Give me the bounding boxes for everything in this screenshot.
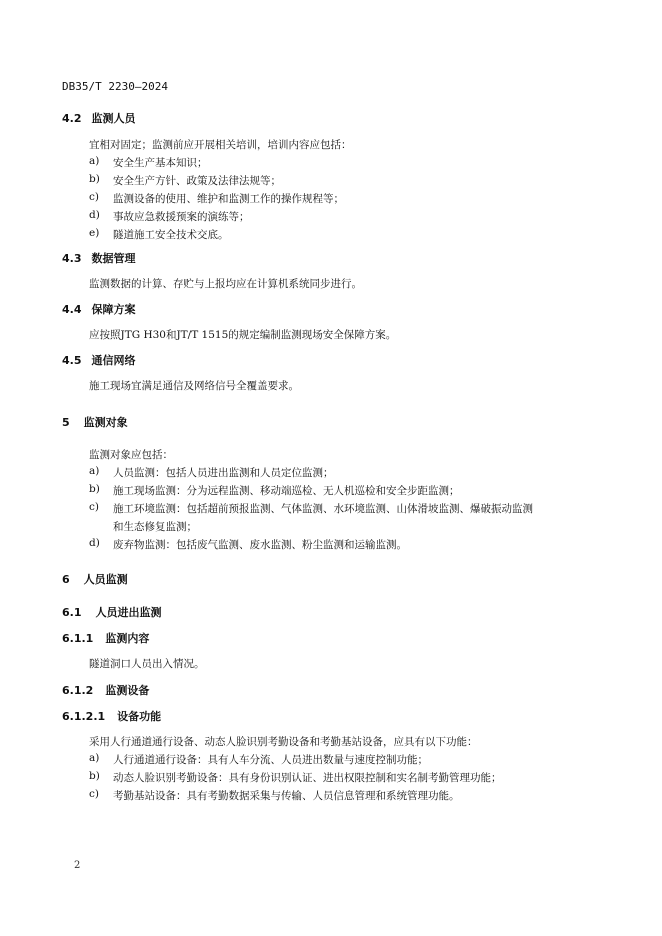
list-marker: a) — [89, 155, 100, 167]
section-heading — [62, 352, 136, 368]
paragraph: 采用人行通道通行设备、动态人脸识别考勤设备和考勤基站设备，应具有以下功能： — [89, 736, 478, 748]
list-text: 人行通道通行设备：具有人车分流、人员进出数量与速度控制功能； — [113, 754, 428, 766]
list-marker: a) — [89, 752, 100, 764]
list-text: 人员监测：包括人员进出监测和人员定位监测； — [113, 467, 334, 479]
section-title: 监测人员 — [91, 112, 136, 125]
chapter-heading — [62, 571, 128, 587]
chapter-title: 监测对象 — [83, 416, 128, 429]
subsection-title: 监测设备 — [105, 684, 150, 697]
section-title: 数据管理 — [91, 252, 136, 265]
list-text: 监测设备的使用、维护和监测工作的操作规程等； — [113, 193, 344, 205]
list-marker: c) — [89, 191, 99, 203]
list-text: 事故应急救援预案的演练等； — [113, 211, 250, 223]
list-marker: b) — [89, 770, 100, 782]
paragraph: 监测数据的计算、存贮与上报均应在计算机系统同步进行。 — [89, 278, 362, 290]
list-text: 安全生产基本知识； — [113, 157, 208, 169]
list-marker: e) — [89, 227, 100, 239]
list-text: 考勤基站设备：具有考勤数据采集与传输、人员信息管理和系统管理功能。 — [113, 790, 460, 802]
chapter-number: 5 — [62, 416, 70, 429]
list-text: 隧道施工安全技术交底。 — [113, 229, 229, 241]
subsubsection-title: 设备功能 — [117, 710, 162, 723]
list-marker: d) — [89, 209, 100, 221]
section-number: 4.3 — [62, 252, 82, 265]
list-marker: b) — [89, 173, 100, 185]
list-text: 废弃物监测：包括废气监测、废水监测、粉尘监测和运输监测。 — [113, 539, 407, 551]
subsection-number: 6.1.1 — [62, 632, 94, 645]
section-title: 保障方案 — [91, 303, 136, 316]
section-number: 4.2 — [62, 112, 82, 125]
paragraph: 隧道洞口人员出入情况。 — [89, 658, 205, 670]
paragraph: 施工现场宜满足通信及网络信号全覆盖要求。 — [89, 380, 299, 392]
document-id-header: DB35/T 2230—2024 — [62, 80, 168, 93]
subsubsection-heading — [62, 708, 161, 724]
list-marker: d) — [89, 537, 100, 549]
chapter-title: 人员监测 — [83, 573, 128, 586]
list-marker: c) — [89, 501, 99, 513]
section-title: 通信网络 — [91, 354, 136, 367]
page-number: 2 — [74, 860, 81, 871]
subsection-heading — [62, 630, 149, 646]
list-text: 施工现场监测：分为远程监测、移动端巡检、无人机巡检和安全步距监测； — [113, 485, 460, 497]
list-marker: a) — [89, 465, 100, 477]
section-heading — [62, 301, 136, 317]
chapter-number: 6 — [62, 573, 70, 586]
list-text: 施工环境监测：包括超前预报监测、气体监测、水环境监测、山体滑坡监测、爆破振动监测 — [113, 503, 533, 515]
list-text: 动态人脸识别考勤设备：具有身份识别认证、进出权限控制和实名制考勤管理功能； — [113, 772, 502, 784]
list-item-continuation: 和生态修复监测； — [113, 521, 197, 533]
section-number: 4.5 — [62, 354, 82, 367]
section-heading — [62, 250, 136, 266]
section-title: 人员进出监测 — [95, 606, 162, 619]
paragraph: 监测对象应包括： — [89, 449, 173, 461]
paragraph: 宜相对固定；监测前应开展相关培训，培训内容应包括： — [89, 139, 352, 151]
list-text: 安全生产方针、政策及法律法规等； — [113, 175, 281, 187]
subsection-number: 6.1.2 — [62, 684, 94, 697]
section-heading — [62, 604, 162, 620]
subsubsection-number: 6.1.2.1 — [62, 710, 106, 723]
subsection-title: 监测内容 — [105, 632, 150, 645]
chapter-heading — [62, 414, 128, 430]
section-number: 6.1 — [62, 606, 82, 619]
list-marker: c) — [89, 788, 99, 800]
section-heading — [62, 110, 136, 126]
paragraph: 应按照JTG H30和JT/T 1515的规定编制监测现场安全保障方案。 — [89, 329, 397, 341]
section-number: 4.4 — [62, 303, 82, 316]
list-marker: b) — [89, 483, 100, 495]
subsection-heading — [62, 682, 149, 698]
